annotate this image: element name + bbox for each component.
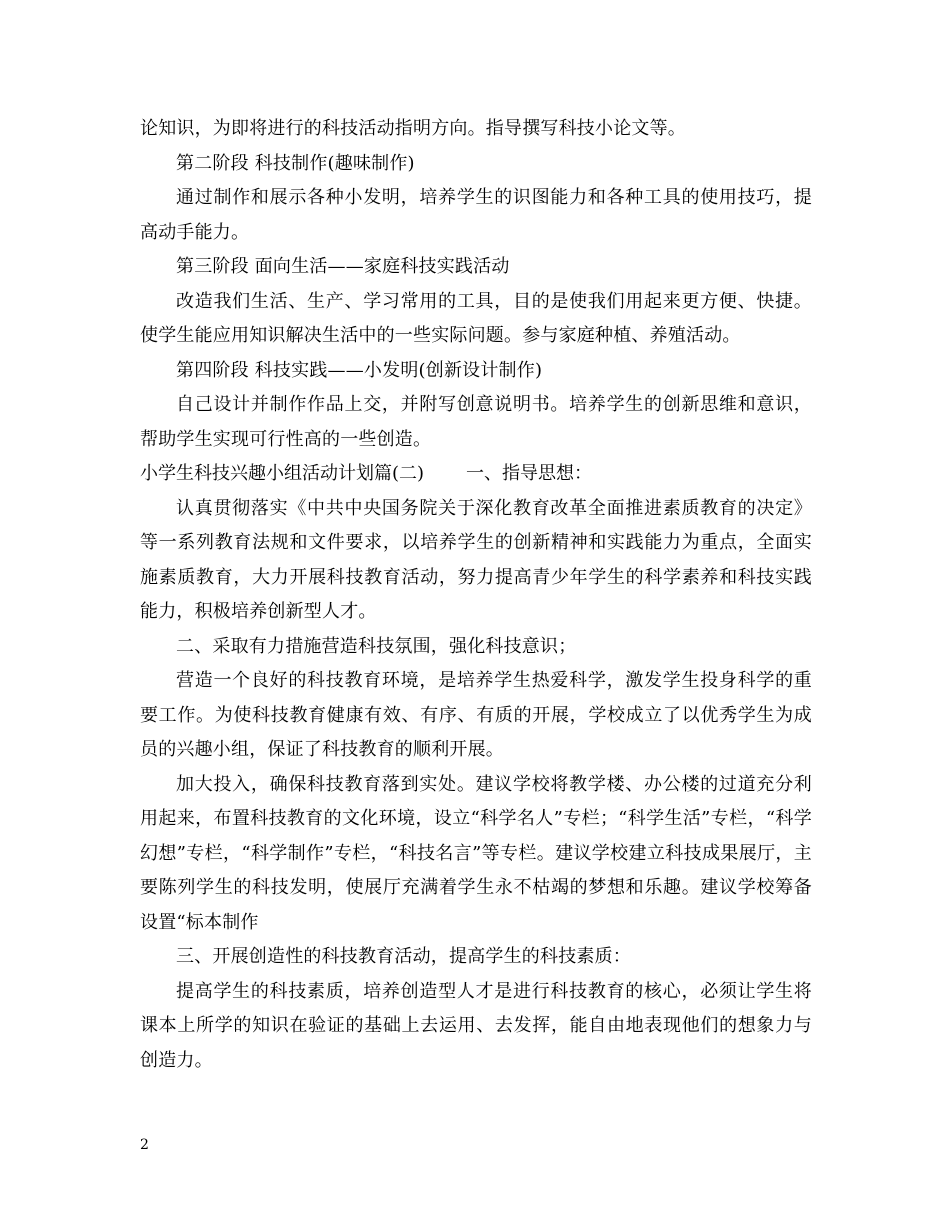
measures-heading: 二、采取有力措施营造科技氛围，强化科技意识； <box>176 635 577 657</box>
stage-two-body: 通过制作和展示各种小发明，培养学生的识图能力和各种工具的使用技巧，提高动手能力。 <box>140 187 812 243</box>
investment-body: 加大投入，确保科技教育落到实处。建议学校将教学楼、办公楼的过道充分利用起来，布置科技教育的文化环境，设立“科学名人”专栏；“科学生活”专栏，“科学幻想”专栏，“科学制作”专栏，“科技名言”等专栏。建议学校建立科技成果展厅，主要陈列学生的科技发明，使展厅充满着学生永不枯竭的梦想和乐趣。建议学校筹备设置“标本制作 <box>140 773 812 933</box>
stage-two-heading: 第二阶段 科技制作(趣味制作) <box>176 152 415 174</box>
paragraph-intro-continuation: 论知识，为即将进行的科技活动指明方向。指导撰写科技小论文等。 <box>140 118 686 139</box>
section-title: 小学生科技兴趣小组活动计划篇(二) <box>140 463 425 484</box>
creative-activities-body: 提高学生的科技素质，培养创造型人才是进行科技教育的核心，必须让学生将课本上所学的知识在验证的基础上去运用、去发挥，能自由地表现他们的想象力与创造力。 <box>140 980 812 1071</box>
guiding-ideology-heading: 一、指导思想： <box>466 463 593 484</box>
environment-body: 营造一个良好的科技教育环境，是培养学生热爱科学，激发学生投身科学的重要工作。为使科技教育健康有效、有序、有质的开展，学校成立了以优秀学生为成员的兴趣小组，保证了科技教育的顺利开展。 <box>140 670 812 760</box>
stage-three-body: 改造我们生活、生产、学习常用的工具，目的是使我们用起来更方便、快捷。使学生能应用知识解决生活中的一些实际问题。参与家庭种植、养殖活动。 <box>140 290 812 346</box>
section-title-line <box>140 457 812 492</box>
guiding-ideology-body: 认真贯彻落实《中共中央国务院关于深化教育改革全面推进素质教育的决定》等一系列教育法规和文件要求，以培养学生的创新精神和实践能力为重点，全面实施素质教育，大力开展科技教育活动，努力提高青少年学生的科学素养和科技实践能力，积极培养创新型人才。 <box>140 497 812 622</box>
stage-four-heading: 第四阶段 科技实践——小发明(创新设计制作) <box>176 359 543 381</box>
page-body <box>140 112 812 1078</box>
creative-activities-heading: 三、开展创造性的科技教育活动，提高学生的科技素质： <box>176 946 631 967</box>
stage-four-body: 自己设计并制作作品上交，并附写创意说明书。培养学生的创新思维和意识，帮助学生实现可行性高的一些创造。 <box>140 394 812 450</box>
page-number: 2 <box>140 1137 149 1153</box>
stage-three-heading: 第三阶段 面向生活——家庭科技实践活动 <box>176 256 510 277</box>
